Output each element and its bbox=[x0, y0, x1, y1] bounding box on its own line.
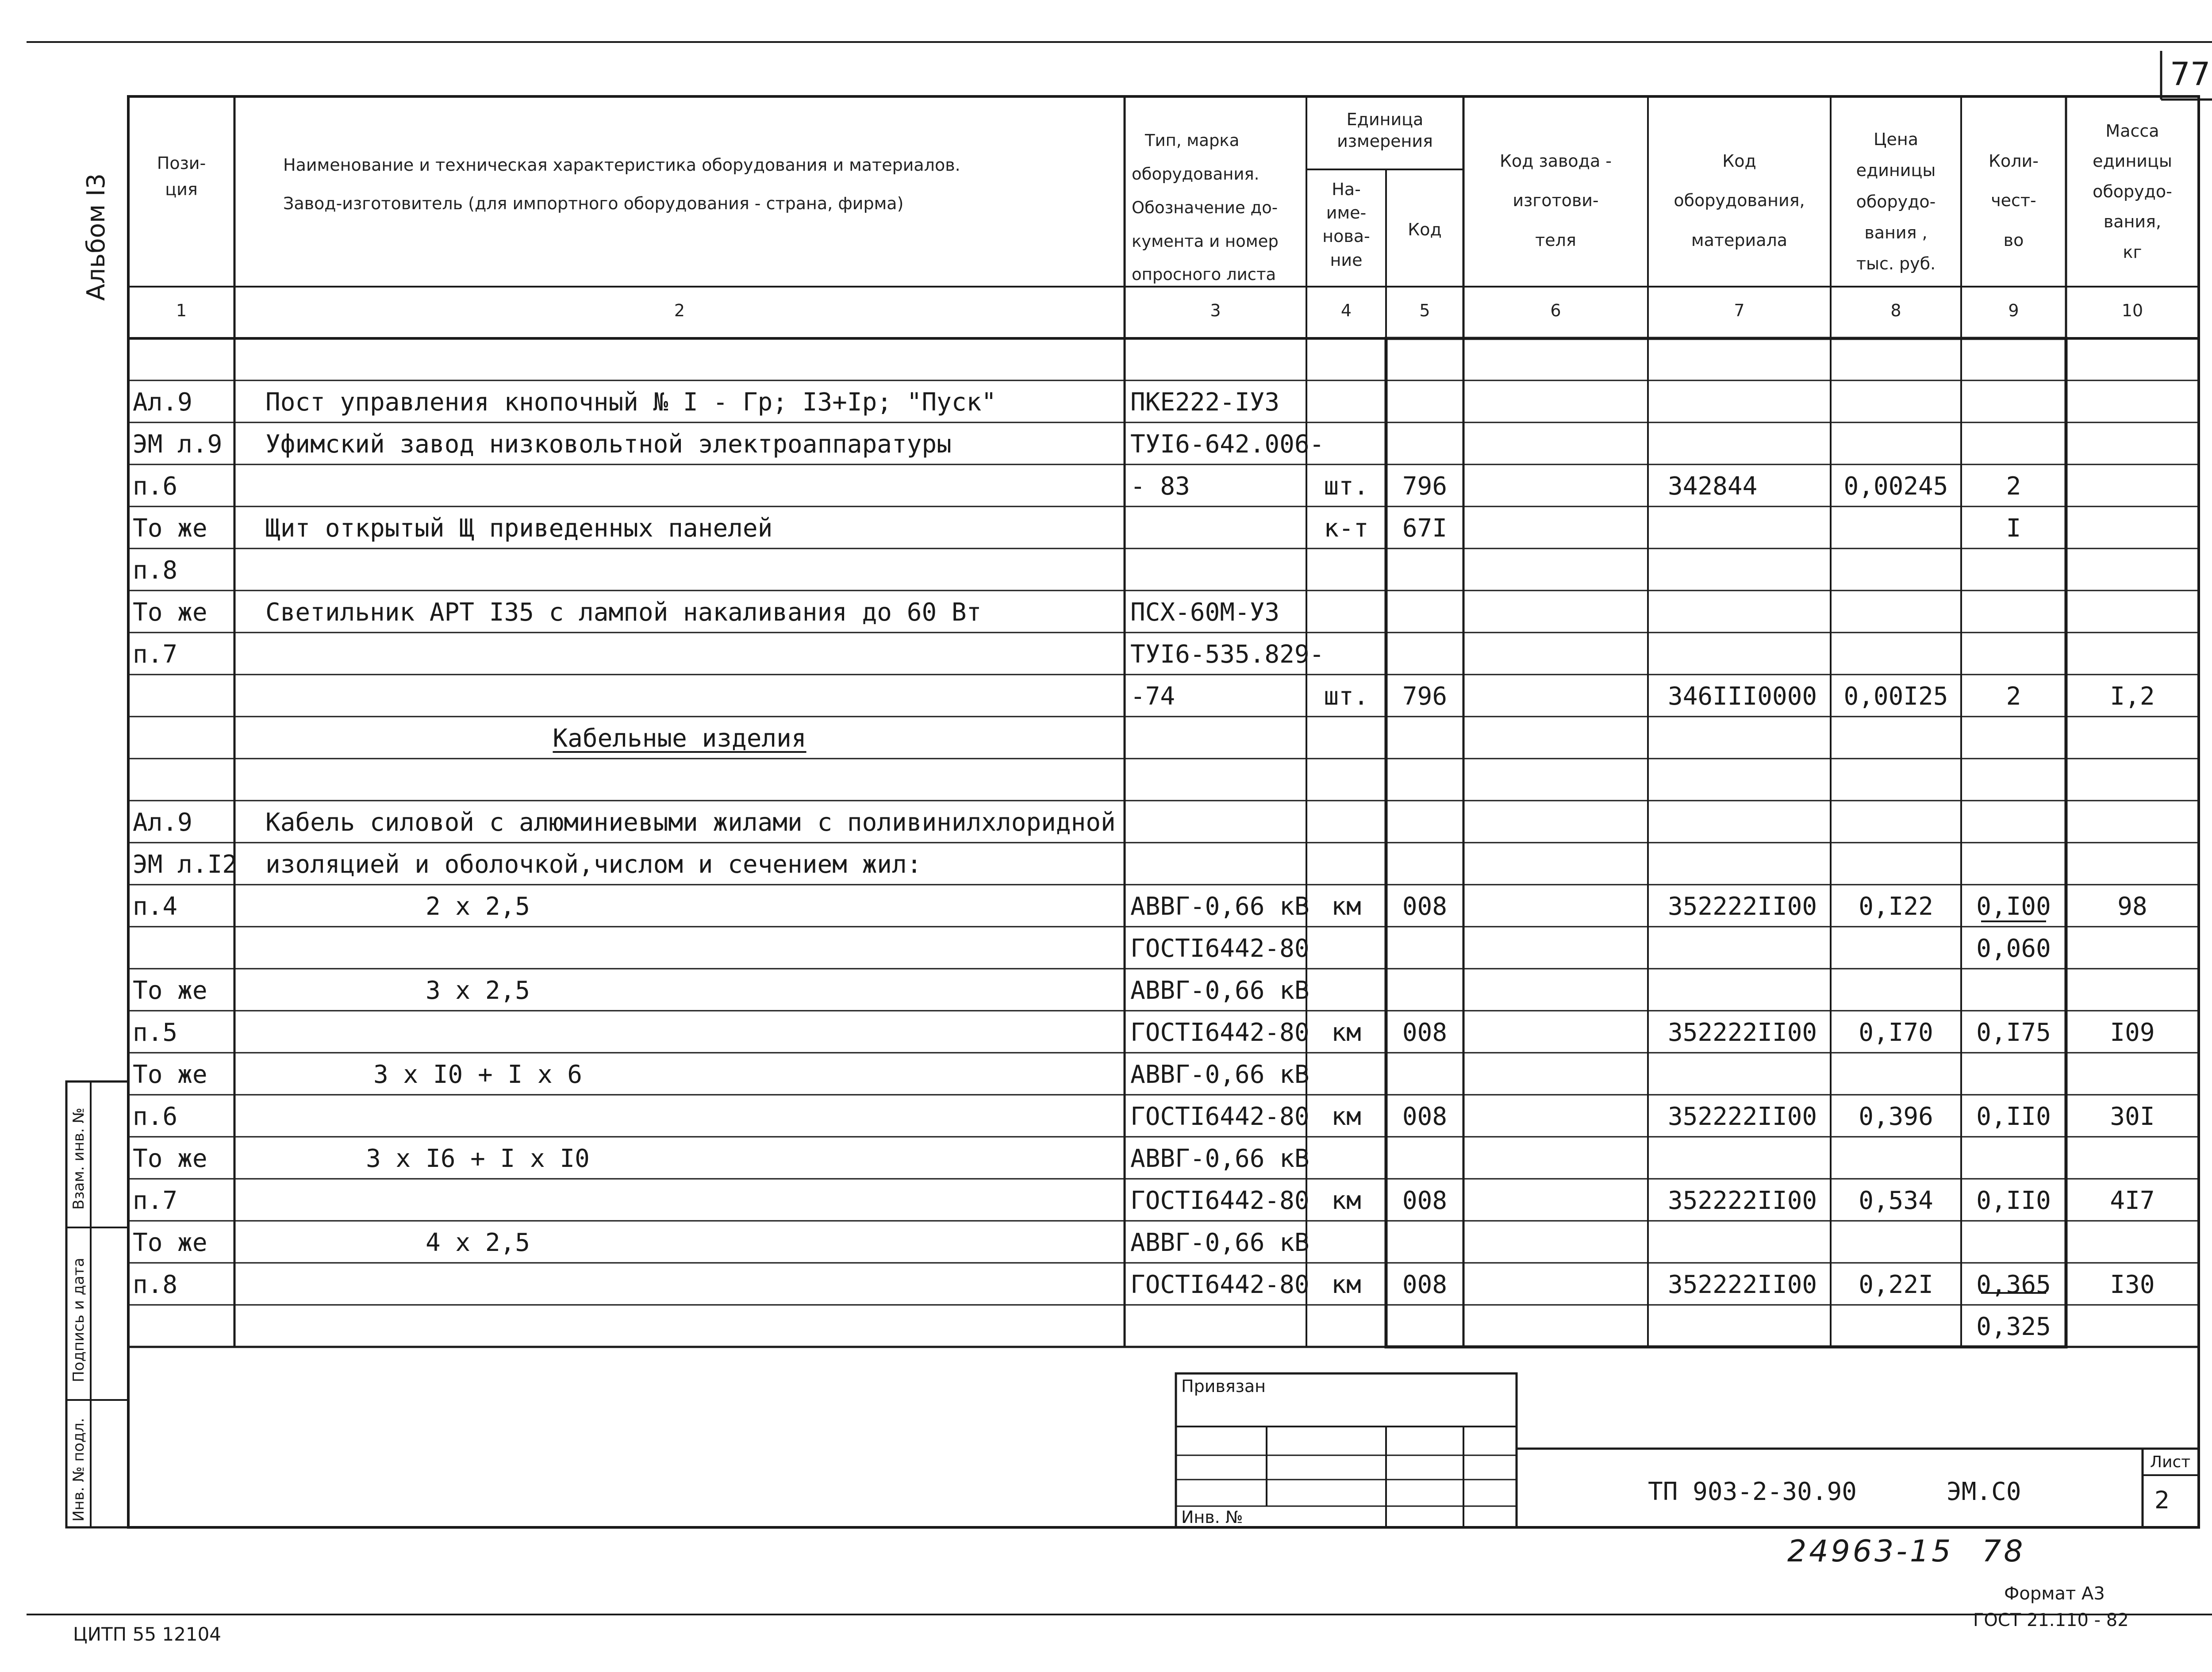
cell-type: -74 bbox=[1130, 682, 1175, 711]
cell-type: - 83 bbox=[1130, 472, 1190, 501]
gost-label: ГОСТ 21.110 - 82 bbox=[1973, 1610, 2129, 1630]
cell-qty: 0,325 bbox=[1976, 1312, 2051, 1341]
cell-name: Светильник АРТ I35 с лампой накаливания до 60 Вт bbox=[265, 598, 982, 627]
cell-type: ГОСТI6442-80 bbox=[1130, 1102, 1310, 1131]
cell-equip: 346III0000 bbox=[1668, 682, 1817, 711]
cell-name: 4 x 2,5 bbox=[425, 1228, 530, 1257]
header-quantity: Коли- чест- во bbox=[1989, 151, 2039, 250]
cell-qty: 0,II0 bbox=[1976, 1102, 2051, 1131]
col-number-8: 8 bbox=[1890, 301, 1901, 320]
album-label: Альбом I3 bbox=[82, 173, 111, 301]
header-unit-group: Единица измерения bbox=[1337, 110, 1433, 151]
cell-type: ГОСТI6442-80 bbox=[1130, 1270, 1310, 1299]
cell-equip: 352222II00 bbox=[1668, 1186, 1817, 1215]
cell-type: ГОСТI6442-80 bbox=[1130, 1186, 1310, 1215]
col-number-6: 6 bbox=[1550, 301, 1561, 320]
cell-pos: То же bbox=[133, 1228, 207, 1257]
col-number-10: 10 bbox=[2121, 301, 2143, 320]
cell-qty: 0,365 bbox=[1976, 1270, 2051, 1299]
cell-equip: 352222II00 bbox=[1668, 1018, 1817, 1047]
cell-name: Кабель силовой с алюминиевыми жилами с поливинилхлоридной bbox=[265, 808, 1116, 837]
cell-type: АВВГ-0,66 кВ bbox=[1130, 892, 1310, 921]
cell-pos: ЭМ л.I2 bbox=[133, 850, 238, 879]
col-number-2: 2 bbox=[674, 301, 685, 320]
cell-pos: п.6 bbox=[133, 472, 178, 501]
footer-cipher: ЦИТП 55 12104 bbox=[73, 1623, 222, 1645]
sheet-list-number: 2 bbox=[2154, 1486, 2170, 1514]
stamp-podpis-data: Подпись и дата bbox=[70, 1258, 88, 1382]
sheet-list-label: Лист bbox=[2150, 1453, 2191, 1471]
header-unit-mass: Масса единицы оборудо- вания, кг bbox=[2093, 121, 2172, 262]
format-label: Формат А3 bbox=[2004, 1584, 2105, 1604]
cell-price: 0,22I bbox=[1859, 1270, 1933, 1299]
cell-name: 3 x 2,5 bbox=[425, 976, 530, 1005]
cell-equip: 352222II00 bbox=[1668, 892, 1817, 921]
cell-qty: 0,060 bbox=[1976, 934, 2051, 963]
cell-qty: 0,II0 bbox=[1976, 1186, 2051, 1215]
cell-mass: 30I bbox=[2110, 1102, 2155, 1131]
cell-qty: I bbox=[2006, 514, 2021, 543]
cell-qty: 0,I00 bbox=[1976, 892, 2051, 921]
cell-mass: I09 bbox=[2110, 1018, 2155, 1047]
header-type: Тип, марка оборудования. Обозначение до- кумента и номер опросного листа bbox=[1132, 131, 1279, 284]
col-number-3: 3 bbox=[1210, 301, 1221, 320]
cell-unit: км bbox=[1331, 892, 1361, 921]
cell-pos: п.7 bbox=[133, 1186, 178, 1215]
cell-pos: То же bbox=[133, 514, 207, 543]
document-mark: ЭМ.С0 bbox=[1947, 1477, 2021, 1506]
header-factory-code: Код завода - изготови- теля bbox=[1499, 151, 1612, 250]
cell-pos: Ал.9 bbox=[133, 808, 192, 837]
cell-pos: п.8 bbox=[133, 1270, 178, 1299]
cell-code: 008 bbox=[1402, 1018, 1448, 1047]
header-name: Наименование и техническая характеристика оборудования и материалов. Завод-изготовитель (для импортного оборудования - страна, фирма) bbox=[283, 155, 960, 214]
cell-type: ПСХ-60М-У3 bbox=[1130, 598, 1280, 627]
cell-unit: км bbox=[1331, 1186, 1361, 1215]
cell-name: 2 x 2,5 bbox=[425, 892, 530, 921]
cell-type: ГОСТI6442-80 bbox=[1130, 1018, 1310, 1047]
cell-code: 796 bbox=[1402, 472, 1448, 501]
cell-code: 008 bbox=[1402, 892, 1448, 921]
cell-mass: 4I7 bbox=[2110, 1186, 2155, 1215]
col-number-5: 5 bbox=[1419, 301, 1430, 320]
cell-price: 0,I22 bbox=[1859, 892, 1933, 921]
stamp-inv-podl: Инв. № подл. bbox=[70, 1418, 88, 1522]
cell-type: ГОСТI6442-80 bbox=[1130, 934, 1310, 963]
cell-qty: 0,I75 bbox=[1976, 1018, 2051, 1047]
cell-type: АВВГ-0,66 кВ bbox=[1130, 1228, 1310, 1257]
cell-price: 0,00I25 bbox=[1843, 682, 1948, 711]
cell-mass: 98 bbox=[2117, 892, 2147, 921]
inv-no-label: Инв. № bbox=[1181, 1507, 1243, 1527]
cell-pos: Ал.9 bbox=[133, 388, 192, 417]
header-unit-name: На- име- нова- ние bbox=[1322, 180, 1370, 270]
header-unit-price: Цена единицы оборудо- вания , тыс. руб. bbox=[1856, 130, 1936, 274]
cell-type: ТУI6-642.006- bbox=[1130, 430, 1325, 459]
stamp-vzam-inv: Взам. инв. № bbox=[70, 1108, 88, 1210]
cell-pos: То же bbox=[133, 976, 207, 1005]
cell-code: 008 bbox=[1402, 1270, 1448, 1299]
cell-pos: п.5 bbox=[133, 1018, 178, 1047]
cell-name: Уфимский завод низковольтной электроаппаратуры bbox=[265, 430, 952, 459]
col-number-4: 4 bbox=[1340, 301, 1352, 320]
cell-pos: п.7 bbox=[133, 640, 178, 669]
handwritten-page: 78 bbox=[1982, 1534, 2026, 1569]
cell-equip: 342844 bbox=[1668, 472, 1758, 501]
cell-type: АВВГ-0,66 кВ bbox=[1130, 1144, 1310, 1173]
cell-pos: п.4 bbox=[133, 892, 178, 921]
cell-price: 0,00245 bbox=[1843, 472, 1948, 501]
header-unit-code: Код bbox=[1408, 220, 1442, 239]
cell-mass: I,2 bbox=[2110, 682, 2155, 711]
cell-code: 008 bbox=[1402, 1102, 1448, 1131]
cell-equip: 352222II00 bbox=[1668, 1270, 1817, 1299]
cell-pos: То же bbox=[133, 1060, 207, 1089]
document-code: ТП 903-2-30.90 bbox=[1648, 1477, 1857, 1506]
cell-qty: 2 bbox=[2006, 472, 2021, 501]
cell-name: Пост управления кнопочный № I - Гр; I3+Iр; "Пуск" bbox=[265, 388, 997, 417]
header-equipment-code: Код оборудования, материала bbox=[1674, 151, 1805, 250]
cell-qty: 2 bbox=[2006, 682, 2021, 711]
cell-type: АВВГ-0,66 кВ bbox=[1130, 1060, 1310, 1089]
cell-equip: 352222II00 bbox=[1668, 1102, 1817, 1131]
cell-price: 0,396 bbox=[1859, 1102, 1933, 1131]
cell-name: изоляцией и оболочкой,числом и сечением жил: bbox=[265, 850, 922, 879]
cell-unit: км bbox=[1331, 1018, 1361, 1047]
page-number: 77 bbox=[2170, 55, 2211, 92]
cell-type: ТУI6-535.829- bbox=[1130, 640, 1325, 669]
col-number-9: 9 bbox=[2008, 301, 2019, 320]
handwritten-ref: 24963-15 bbox=[1787, 1534, 1954, 1569]
privyazan-label: Привязан bbox=[1181, 1377, 1266, 1396]
header-position: Пози- ция bbox=[157, 153, 206, 199]
cell-pos: п.6 bbox=[133, 1102, 178, 1131]
cell-code: 67I bbox=[1402, 514, 1448, 543]
cell-unit: км bbox=[1331, 1102, 1361, 1131]
cell-price: 0,I70 bbox=[1859, 1018, 1933, 1047]
cell-price: 0,534 bbox=[1859, 1186, 1933, 1215]
cell-name: 3 x I0 + I x 6 bbox=[373, 1060, 582, 1089]
cell-pos: То же bbox=[133, 598, 207, 627]
cell-code: 008 bbox=[1402, 1186, 1448, 1215]
cell-name: Кабельные изделия bbox=[553, 724, 806, 753]
cell-mass: I30 bbox=[2110, 1270, 2155, 1299]
cell-pos: п.8 bbox=[133, 556, 178, 585]
col-number-7: 7 bbox=[1734, 301, 1745, 320]
cell-pos: ЭМ л.9 bbox=[133, 430, 223, 459]
cell-name: 3 x I6 + I x I0 bbox=[366, 1144, 590, 1173]
cell-unit: км bbox=[1331, 1270, 1361, 1299]
cell-unit: шт. bbox=[1324, 472, 1369, 501]
cell-unit: шт. bbox=[1324, 682, 1369, 711]
cell-unit: к-т bbox=[1324, 514, 1369, 543]
cell-pos: То же bbox=[133, 1144, 207, 1173]
cell-code: 796 bbox=[1402, 682, 1448, 711]
cell-type: ПКЕ222-IУ3 bbox=[1130, 388, 1280, 417]
col-number-1: 1 bbox=[176, 301, 187, 320]
cell-name: Щит открытый Щ приведенных панелей bbox=[265, 514, 773, 543]
cell-type: АВВГ-0,66 кВ bbox=[1130, 976, 1310, 1005]
